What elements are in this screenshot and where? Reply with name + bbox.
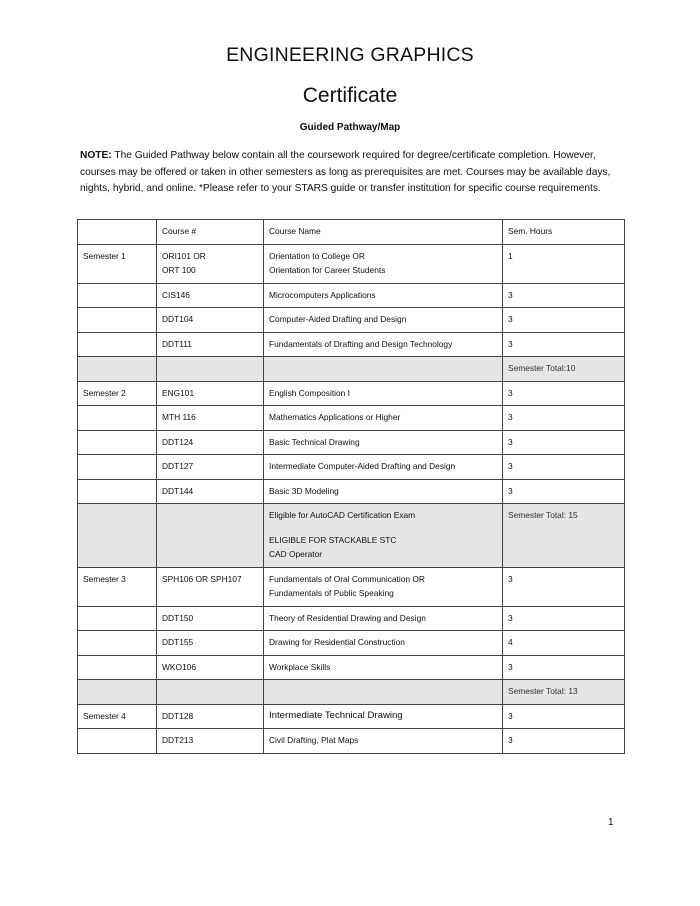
table-row	[78, 729, 625, 754]
hours-cell: 3	[503, 606, 625, 631]
hours-cell: 3	[503, 406, 625, 431]
semester-total-cell: Semester Total: 13	[503, 680, 625, 705]
semester-cell	[78, 283, 157, 308]
hours-cell: 3	[503, 283, 625, 308]
semester-total-row	[78, 504, 625, 568]
semester-cell	[78, 430, 157, 455]
course-number-cell: DDT150	[157, 606, 264, 631]
semester-cell	[78, 308, 157, 333]
header-course-name: Course Name	[264, 220, 503, 245]
course-name-cell: Fundamentals of Oral Communication OR Fundamentals of Public Speaking	[264, 567, 503, 606]
course-name-cell: Computer-Aided Drafting and Design	[264, 308, 503, 333]
course-name-cell: Workplace Skills	[264, 655, 503, 680]
course-name-cell: Civil Drafting, Plat Maps	[264, 729, 503, 754]
semester-cell	[78, 655, 157, 680]
semester-cell	[78, 680, 157, 705]
hours-cell: 3	[503, 308, 625, 333]
hours-cell: 4	[503, 631, 625, 656]
course-number-cell: ENG101	[157, 381, 264, 406]
semester-cell: Semester 2	[78, 381, 157, 406]
table-row	[78, 244, 625, 283]
semester-cell	[78, 479, 157, 504]
course-number-cell: DDT213	[157, 729, 264, 754]
table-row	[78, 430, 625, 455]
table-row	[78, 567, 625, 606]
pathway-table	[77, 219, 625, 754]
table-row	[78, 479, 625, 504]
hours-cell: 3	[503, 479, 625, 504]
hours-cell: 3	[503, 455, 625, 480]
table-row	[78, 631, 625, 656]
course-name-cell: Basic Technical Drawing	[264, 430, 503, 455]
header-course-number: Course #	[157, 220, 264, 245]
semester-cell	[78, 631, 157, 656]
hours-cell: 3	[503, 430, 625, 455]
course-number-cell: DDT127	[157, 455, 264, 480]
course-number-cell: DDT111	[157, 332, 264, 357]
course-name-cell	[264, 357, 503, 382]
document-title: ENGINEERING GRAPHICS	[226, 44, 474, 66]
course-number-cell	[157, 504, 264, 568]
course-name-cell: Theory of Residential Drawing and Design	[264, 606, 503, 631]
cad-operator-label: CAD Operator	[269, 549, 323, 559]
table-row	[78, 381, 625, 406]
semester-cell	[78, 729, 157, 754]
semester-cell	[78, 504, 157, 568]
course-name-cell: Microcomputers Applications	[264, 283, 503, 308]
course-number-cell: DDT128	[157, 704, 264, 729]
course-number-cell: SPH106 OR SPH107	[157, 567, 264, 606]
course-name-cell: Basic 3D Modeling	[264, 479, 503, 504]
semester-cell: Semester 3	[78, 567, 157, 606]
semester-total-row	[78, 357, 625, 382]
semester-cell	[78, 606, 157, 631]
course-number-cell: ORI101 OR ORT 100	[157, 244, 264, 283]
course-number-cell: WKO106	[157, 655, 264, 680]
stackable-stc-label: ELIGIBLE FOR STACKABLE STC	[269, 534, 397, 545]
header-sem-hours: Sem. Hours	[503, 220, 625, 245]
course-number-cell: DDT124	[157, 430, 264, 455]
semester-cell	[78, 406, 157, 431]
table-header-row	[78, 220, 625, 245]
pathway-heading: Guided Pathway/Map	[299, 122, 401, 133]
note-label: NOTE:	[80, 150, 112, 161]
hours-cell: 3	[503, 332, 625, 357]
document-subtitle: Certificate	[302, 84, 398, 107]
semester-total-cell: Semester Total: 15	[503, 504, 625, 568]
note-paragraph	[80, 148, 626, 198]
table-row	[78, 455, 625, 480]
page-number: 1	[608, 817, 614, 828]
course-number-cell	[157, 357, 264, 382]
course-number-cell: CIS146	[157, 283, 264, 308]
semester-total-cell: Semester Total:10	[503, 357, 625, 382]
course-number-cell: DDT104	[157, 308, 264, 333]
course-number-cell	[157, 680, 264, 705]
course-name-cell: Intermediate Computer-Aided Drafting and Design	[264, 455, 503, 480]
course-name-cell	[264, 680, 503, 705]
semester-total-row	[78, 680, 625, 705]
table-row	[78, 704, 625, 729]
course-number-cell: DDT144	[157, 479, 264, 504]
course-name-cell: Fundamentals of Drafting and Design Technology	[264, 332, 503, 357]
hours-cell: 3	[503, 729, 625, 754]
table-row	[78, 283, 625, 308]
course-name-cell: English Composition I	[264, 381, 503, 406]
semester-cell	[78, 455, 157, 480]
course-name-cell: Drawing for Residential Construction	[264, 631, 503, 656]
note-text: The Guided Pathway below contain all the coursework required for degree/certificate completion. However, courses may be offered or taken in other semesters as long as prerequisites are met. Courses may be available days, nights, hybrid, and online. *Please refer to your STARS guide or transfer institution for specific course requirements.	[80, 150, 611, 195]
table-row	[78, 308, 625, 333]
hours-cell: 3	[503, 381, 625, 406]
semester-cell: Semester 4	[78, 704, 157, 729]
course-name-cell: Mathematics Applications or Higher	[264, 406, 503, 431]
hours-cell: 3	[503, 704, 625, 729]
certification-note-cell	[264, 504, 503, 568]
hours-cell: 3	[503, 567, 625, 606]
certification-exam-label: Eligible for AutoCAD Certification Exam	[269, 510, 416, 520]
table-row	[78, 406, 625, 431]
hours-cell: 1	[503, 244, 625, 283]
semester-cell: Semester 1	[78, 244, 157, 283]
table-row	[78, 332, 625, 357]
hours-cell: 3	[503, 655, 625, 680]
semester-cell	[78, 332, 157, 357]
semester-cell	[78, 357, 157, 382]
course-name-cell: Orientation to College OR Orientation for Career Students	[264, 244, 503, 283]
table-row	[78, 655, 625, 680]
course-number-cell: DDT155	[157, 631, 264, 656]
course-number-cell: MTH 116	[157, 406, 264, 431]
course-name-cell: Intermediate Technical Drawing	[264, 704, 503, 729]
header-semester	[78, 220, 157, 245]
table-row	[78, 606, 625, 631]
